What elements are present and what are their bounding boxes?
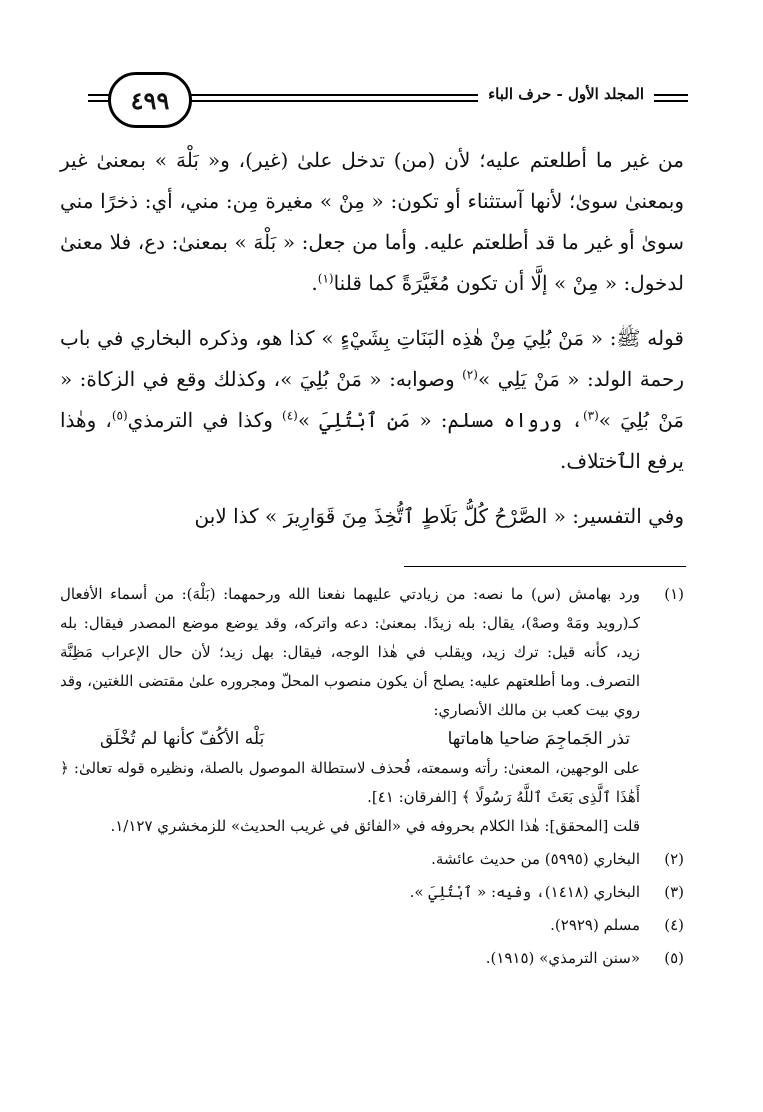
footnote-ref-4[interactable]: (٤) xyxy=(282,408,298,423)
footnotes xyxy=(60,580,684,977)
footnote-editor-note: قلت [المحقق]: هٰذا الكلام بحروفه في «الفائق في غريب الحديث» للزمخشري ١/١٢٧. xyxy=(110,817,640,835)
paragraph-2 xyxy=(60,318,684,482)
footnote-number: (٤) xyxy=(664,916,684,934)
para2-text-a: قوله ﷺ: « مَنْ بُلِيَ مِنْ هٰذِه البَنَاتِ بِشَيْءٍ » كذا هو، وذكره البخاري في باب رحمة الولد: « مَنْ يَلِي » xyxy=(60,326,684,391)
paragraph-1: من غير ما أطلعتم عليه؛ لأن (من) تدخل علىٰ (غير)، و« بَلْهَ » بمعنىٰ غير وبمعنىٰ سوىٰ؛ لأنها آستثناء أو تكون: « مِنْ » مغيرة مِن: مني، أي: ذخرًا مني سوىٰ أو غير ما قد أطلعتم عليه. وأما من جعل: « بَلْهَ » بمعنىٰ: دع، فلا معنىٰ لدخول: « مِنْ » إلَّا أن تكون مُغَيَّرَةً كما قلنا$^{(١)}$. xyxy=(60,148,685,295)
footnote-number: (١) xyxy=(664,585,684,603)
footnote-ref-5[interactable]: (٥) xyxy=(111,408,128,423)
footnote-body xyxy=(60,580,640,841)
footnote-text: مسلم (٢٩٢٩). xyxy=(550,916,640,934)
footnote-text: البخاري (٥٩٩٥) من حديث عائشة. xyxy=(431,850,640,868)
footnote-5 xyxy=(60,944,684,973)
footnote-text: على الوجهين، المعنىٰ: رأته وسمعته، فُحذف لاستطالة الموصول بالصلة، ونظيره قوله تعالىٰ: ﴿ أَهَٰذَا ٱلَّذِى بَعَثَ ٱللَّهُ رَسُولًا ﴾ [الفرقان: ٤١]. xyxy=(60,759,640,806)
footnote-ref-2[interactable]: (٢) xyxy=(462,367,478,382)
footnote-divider xyxy=(404,566,686,567)
para2-text-c: ، ورواه مسلم: « مَنِ ٱبْتُلِيَ » xyxy=(297,408,583,432)
running-head: المجلد الأول - حرف الباء xyxy=(478,85,654,103)
footnote-ref-3[interactable]: (٣) xyxy=(582,408,599,423)
page-number: ٤٩٩ xyxy=(108,72,192,128)
para2-text-d: وكذا في الترمذي xyxy=(127,408,283,432)
footnote-text: البخاري (١٤١٨)، وفيه: « ٱبْتُلِيَ ». xyxy=(409,883,640,901)
footnote-1 xyxy=(60,580,684,841)
footnote-number: (٣) xyxy=(664,883,684,901)
para1-line-1: من غير ما أطلعتم عليه؛ لأن (من) تدخل علىٰ (غير)، و« بَلْهَ » بمعنىٰ غير xyxy=(60,148,684,172)
para1-line-4: دع، فلا معنىٰ لدخول: « مِنْ » إلَّا أن تكون مُغَيَّرَةً كما قلنا xyxy=(60,230,684,295)
verse-second-hemistich: بَلْه الأكُفّ كأنها لم تُخْلَق xyxy=(100,729,265,749)
verse-first-hemistich: تذر الجَماجِمَ ضاحيا هاماتها xyxy=(447,729,630,749)
footnote-number: (٢) xyxy=(664,850,684,868)
para2-text-e: ، وهٰذا يرفع الٱختلاف. xyxy=(60,408,684,473)
footnote-ref-1[interactable]: (١) xyxy=(317,271,334,286)
para1-line-2: وبمعنىٰ سوىٰ؛ لأنها آستثناء أو تكون: « مِنْ » مغيرة مِن: مني، أي: xyxy=(144,189,685,213)
footnote-4 xyxy=(60,911,684,940)
para2-text-b: وصوابه: « مَنْ بُلِيَ »، وكذلك وقع في الزكاة: « مَنْ بُلِيَ » xyxy=(60,367,685,432)
footnote-number: (٥) xyxy=(664,949,684,967)
footnote-text: «سنن الترمذي» (١٩١٥). xyxy=(485,949,640,967)
footnote-2 xyxy=(60,845,684,874)
main-text xyxy=(60,140,684,551)
para1-line-3: ذخرًا مني سوىٰ أو غير ما قد أطلعتم عليه. وأما من جعل: « بَلْهَ » بمعنىٰ: xyxy=(60,189,685,254)
para3-text: وفي التفسير: « الصَّرْحُ كُلُّ بَلَاطٍ ٱتُّخِذَ مِنَ قَوَارِيرَ » كذا لابن xyxy=(194,504,684,528)
page-header xyxy=(88,70,688,130)
footnote-text: ورد بهامش (س) ما نصه: من زيادتي عليهما نفعنا الله ورحمهما: (بَلْهَ): من أسماء الأفعال كـ(رويد ومَهْ وصهْ)، يقال: بله زيدًا. بمعنىٰ: دعه واتركه، وقد يوضع موضع المصدر فيقال: بله زيد، كأنه قيل: ترك زيد، ويقلب في هٰذا الوجه، فيقال: بهل زيد؛ لأن حال الإعراب مَظِنَّة التصرف. وما أطلعتهم عليه: يصلح أن يكون منصوب المحلّ ومجروره علىٰ مقتضى اللغتين، وقد روي بيت كعب بن مالك الأنصاري: xyxy=(60,585,640,719)
paragraph-3 xyxy=(60,496,684,537)
poetry-verse xyxy=(60,725,640,754)
footnote-3 xyxy=(60,878,684,907)
